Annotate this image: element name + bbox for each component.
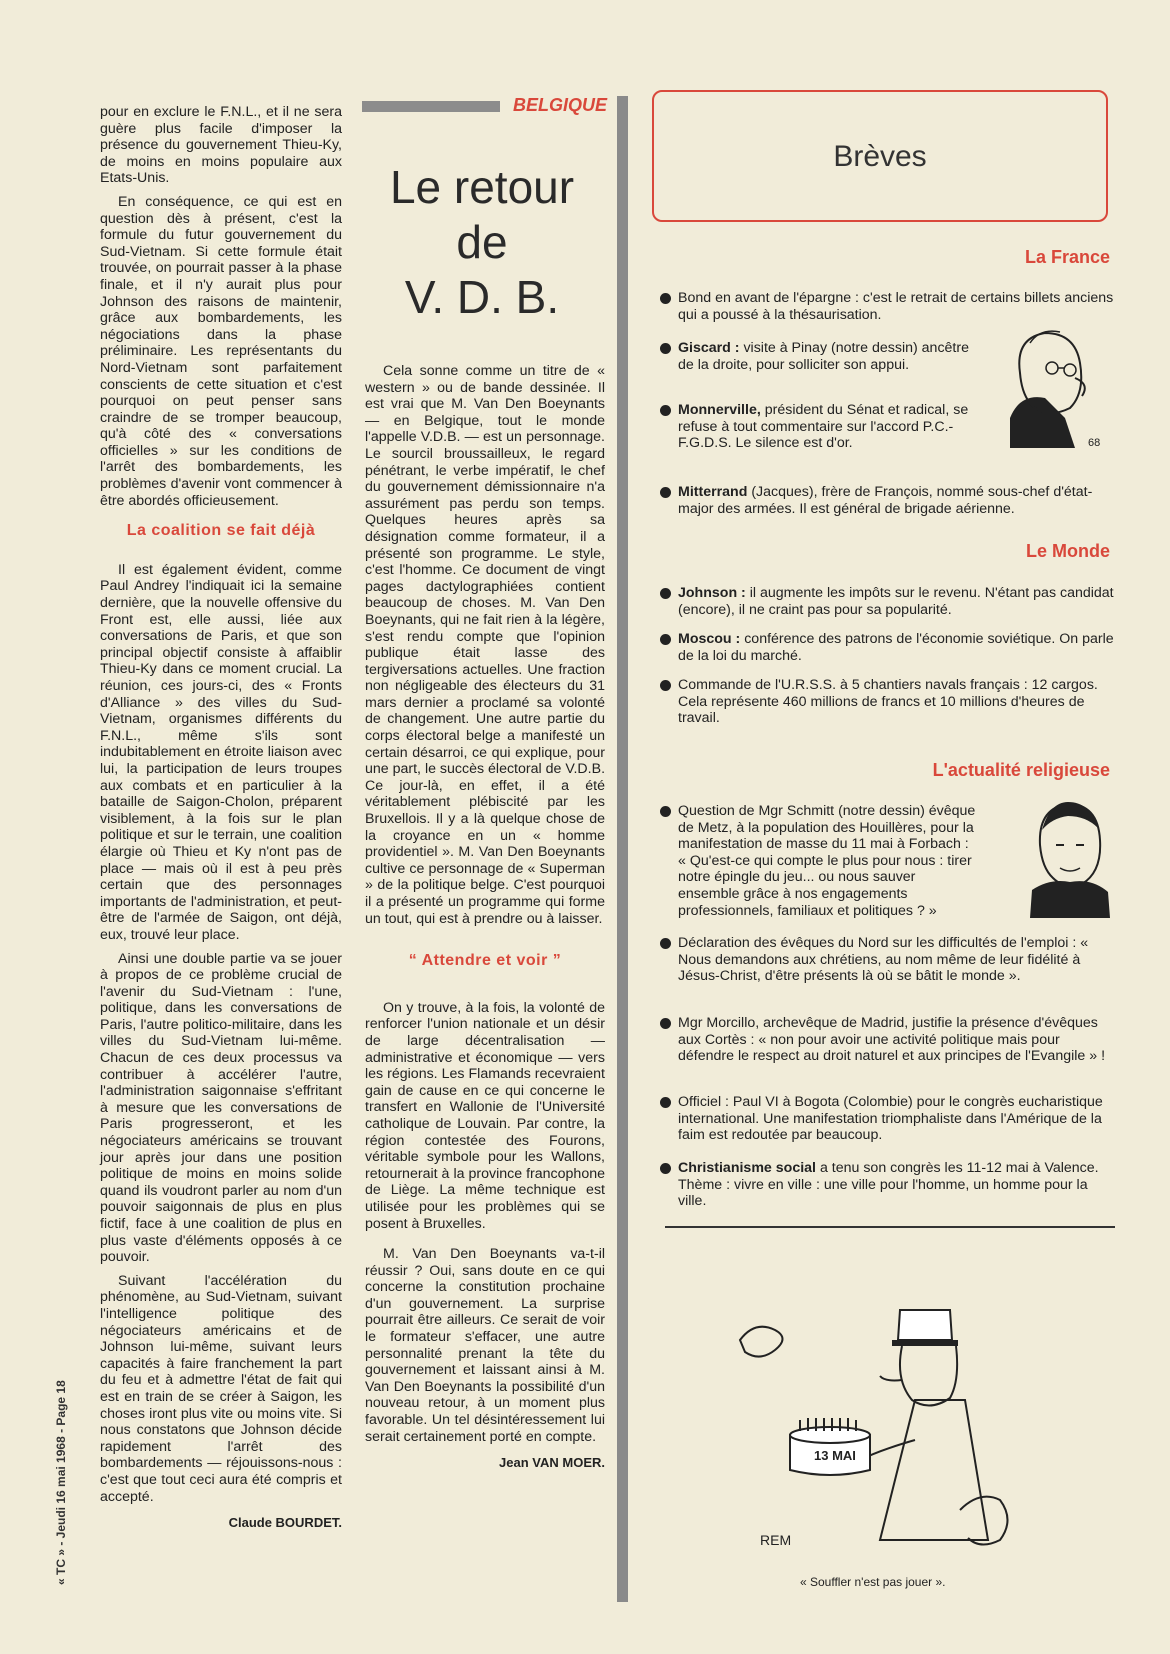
paragraph: En conséquence, ce qui est en question dès à présent, c'est la formule du futur gouvernement du Sud-Vietnam. Si cette formule était trouvée, on pourrait passer à la phase finale, et il n'y aurait plus pour Johnson des raisons de maintenir, grâce aux bombardements, les négociations dans la phase préliminaire. Les représentants du Nord-Vietnam sont parfaitement conscients de cette situation et c'est pourquoi on peut penser sans craindre de se tromper beaucoup, qu'à côté des « conversations officielles » sur les conditions de l'arrêt des bombardements, les problèmes d'avenir vont commencer à être abordés officieusement. [100,193,342,509]
paragraph: M. Van Den Boeynants va-t-il réussir ? Oui, sans doute en ce qui concerne la constitution prochaine d'un gouvernement. La surprise pourrait être ailleurs. Ce serait de voir le formateur s'effacer, une autre personnalité prenant la tête du gouvernement et laissant ainsi à M. Van Den Boeynants la possibilité d'un nouveau retour, à un moment plus favorable. Un tel désintéressement lui serait certainement porté en compte. [365,1246,605,1445]
breves-title: Brèves [833,140,927,173]
list-item: Officiel : Paul VI à Bogota (Colombie) pour le congrès eucharistique international. Une manifestation triomphaliste dans l'Amérique de la faim est redoutée par beaucoup. [660,1094,1115,1144]
section-label: BELGIQUE [512,95,607,115]
de-gaulle-cake-cartoon-icon [730,1300,1030,1565]
bullet-icon [660,405,671,416]
list-item: Bond en avant de l'épargne : c'est le retrait de certains billets anciens qui a poussé à la thésaurisation. [660,290,1115,323]
subheading: “ Attendre et voir ” [408,952,562,970]
bullet-icon [660,680,671,691]
bullet-icon [660,343,671,354]
bullet-icon [660,1018,671,1029]
list-item: Déclaration des évêques du Nord sur les difficultés de l'emploi : « Nous demandons aux chrétiens, au nom même de leur fidélité à Jésus-Christ, d'être présents là où se bâtit le monde ». [660,935,1115,985]
column-divider [617,96,628,1602]
list-item: Giscard : visite à Pinay (notre dessin) ancêtre de la droite, pour solliciter son appui. [660,340,980,373]
list-item: Commande de l'U.R.S.S. à 5 chantiers navals français : 12 cargos. Cela représente 460 millions de francs et 10 millions d'heures de travail. [660,677,1115,727]
bullet-icon [660,487,671,498]
section-heading-religion: L'actualité religieuse [932,760,1110,780]
section-heading-france: La France [1024,247,1110,267]
list-item: Monnerville, président du Sénat et radical, se refuse à tout commentaire sur l'accord P.C.-F.G.D.S. Le silence est d'or. [660,402,980,452]
cartoon-caption: « Souffler n'est pas jouer ». [800,1575,946,1589]
list-item: Mitterrand (Jacques), frère de François, nommé sous-chef d'état-major des armées. Il est général de brigade aérienne. [660,484,1115,517]
schmitt-caricature-icon [1020,790,1115,920]
bullet-icon [660,938,671,949]
headline-line: V. D. B. [404,271,560,323]
author-signature: Claude BOURDET. [228,1515,342,1531]
pinay-caricature-icon [990,318,1110,458]
section-bar-rule [362,101,500,112]
list-item: Johnson : il augmente les impôts sur le revenu. N'étant pas candidat (encore), il ne craint pas pour sa popularité. [660,585,1115,618]
column-bourdet [100,104,342,1532]
bullet-icon [660,588,671,599]
list-item: Christianisme social a tenu son congrès les 11-12 mai à Valence. Thème : vivre en ville : une ville pour l'homme, un homme pour la ville. [660,1160,1115,1210]
author-signature: Jean VAN MOER. [499,1455,605,1471]
bullet-icon [660,634,671,645]
paragraph: pour en exclure le F.N.L., et il ne sera guère plus facile d'imposer la présence du gouvernement Thieu-Ky, de moins en moins populaire aux Etats-Unis. [100,104,342,187]
bullet-icon [660,806,671,817]
paragraph: Il est également évident, comme Paul Andrey l'indiquait ici la semaine dernière, que la nouvelle offensive du Front est, elle aussi, liée aux conversations de Paris, et que son principal objectif consiste à affaiblir Thieu-Ky dans ce moment crucial. La réunion, ces jours-ci, des « Fronts d'Alliance » des villes du Sud-Vietnam, organismes différents du F.N.L., même s'ils sont indubitablement en étroite liaison avec lui, la participation de leurs troupes aux combats et en particulier à la bataille de Saigon-Cholon, préparent visiblement, à la fois sur le plan politique et sur le terrain, une coalition élargie où Thieu et Ky n'ont pas de place — mais où il est à peu près certain que des personnages importants de l'administration, et peut-être de l'armée de Saigon, ont déjà, eux, trouvé leur place. [100,561,342,943]
column-van-moer [365,363,605,1472]
cartoon-signature: REM [760,1532,792,1548]
paragraph: On y trouve, à la fois, la volonté de renforcer l'union nationale et un désir de large décentralisation — administrative et économique — vers les régions. Les Flamands recevraient gain de cause en ce qui concerne le transfert en Wallonie de l'Université catholique de Louvain. Par contre, la région contestée des Fourons, véritable symbole pour les Wallons, retournerait à la province francophone de Liège. La même technique est utilisée pour les problèmes qui se posent à Bruxelles. [365,999,605,1232]
bullet-icon [660,293,671,304]
paragraph: Suivant l'accélération du phénomène, au Sud-Vietnam, suivant l'intelligence politique des négociateurs américains et de Johnson lui-même, suivant leurs capacités à faire franchement la part du feu et à admettre l'état de fait qui est en train de se créer à Saigon, les choses iront plus vite ou moins vite. Si nous constatons que Johnson décide rapidement l'arrêt des bombardements — réjouissons-nous : c'est que tout ceci aura été compris et accepté. [100,1272,342,1505]
section-divider [665,1226,1115,1228]
breves-title-box [652,90,1108,222]
paragraph: Ainsi une double partie va se jouer à propos de ce problème crucial de l'avenir du Sud-Vietnam : l'une, politique, dans les conversations de Paris, l'autre politico-militaire, dans les villes du Sud-Vietnam lui-même. Chacun de ces deux processus va contribuer à accélérer l'autre, l'administration saigonnaise s'effritant à mesure que les conversations de Paris progresseront, et les négociateurs américains se trouvant jour après jour dans une position politique de moins en moins solide quand ils voudront parler au nom d'un pouvoir saigonnais de plus en plus fictif, face à une coalition de plus en plus vaste d'éléments opposés à ce pouvoir. [100,950,342,1266]
bullet-icon [660,1097,671,1108]
cake-label: 13 MAI [814,1448,856,1463]
page-credit: « TC » - Jeudi 16 mai 1968 - Page 18 [54,1380,68,1585]
bullet-icon [660,1163,671,1174]
svg-text:68: 68 [1088,437,1101,449]
paragraph: Cela sonne comme un titre de « western » ou de bande dessinée. Il est vrai que M. Van Den Boeynants — en Belgique, tout le monde l'appelle V.D.B. — est un personnage. Le sourcil broussailleux, le regard pénétrant, le verbe impératif, le chef du gouvernement démissionnaire n'a assurément pas perdu son temps. Quelques heures après sa désignation comme formateur, il a présenté son programme. Le style, c'est l'homme. Ce document de vingt pages dactylographiées contient beaucoup de choses. M. Van Den Boeynants, qui ne fait rien à la légère, s'est rendu compte que l'opinion publique était lasse des tergiversations actuelles. Une fraction non négligeable des électeurs du 31 mars dernier a proclamé sa volonté de changement. Une autre partie du corps électoral belge a manifesté un certain désarroi, ce qui explique, pour une part, le succès électoral de V.D.B. Ce jour-là, en effet, il a été véritablement plébiscité par les Bruxellois. Il y a là quelque chose de la croyance en un « homme providentiel ». M. Van Den Boeynants cultive ce personnage de « Superman » de la politique belge. C'est pourquoi il a présenté un programme qui forme un tout, qui est à prendre ou à laisser. [365,363,606,927]
list-item: Moscou : conférence des patrons de l'économie soviétique. On parle de la loi du marché. [660,631,1115,664]
subheading: La coalition se fait déjà [126,522,316,540]
headline-line: de [456,216,508,268]
headline-line: Le retour [389,161,575,213]
section-heading-monde: Le Monde [1026,541,1110,561]
section-label-bar [362,95,607,115]
list-item: Question de Mgr Schmitt (notre dessin) évêque de Metz, à la population des Houillères, pour la manifestation de masse du 11 mai à Forbach : « Qu'est-ce qui compte le plus pour nous : tirer notre épingle du jeu... ou nous sauver ensemble grâce à nos engagements professionnels, familiaux et politiques ? » [660,803,980,919]
article-headline [362,160,602,325]
list-item: Mgr Morcillo, archevêque de Madrid, justifie la présence d'évêques aux Cortès : « non pour avoir une activité politique mais pour défendre le respect au droit naturel et aux principes de l'Evangile » ! [660,1015,1115,1065]
